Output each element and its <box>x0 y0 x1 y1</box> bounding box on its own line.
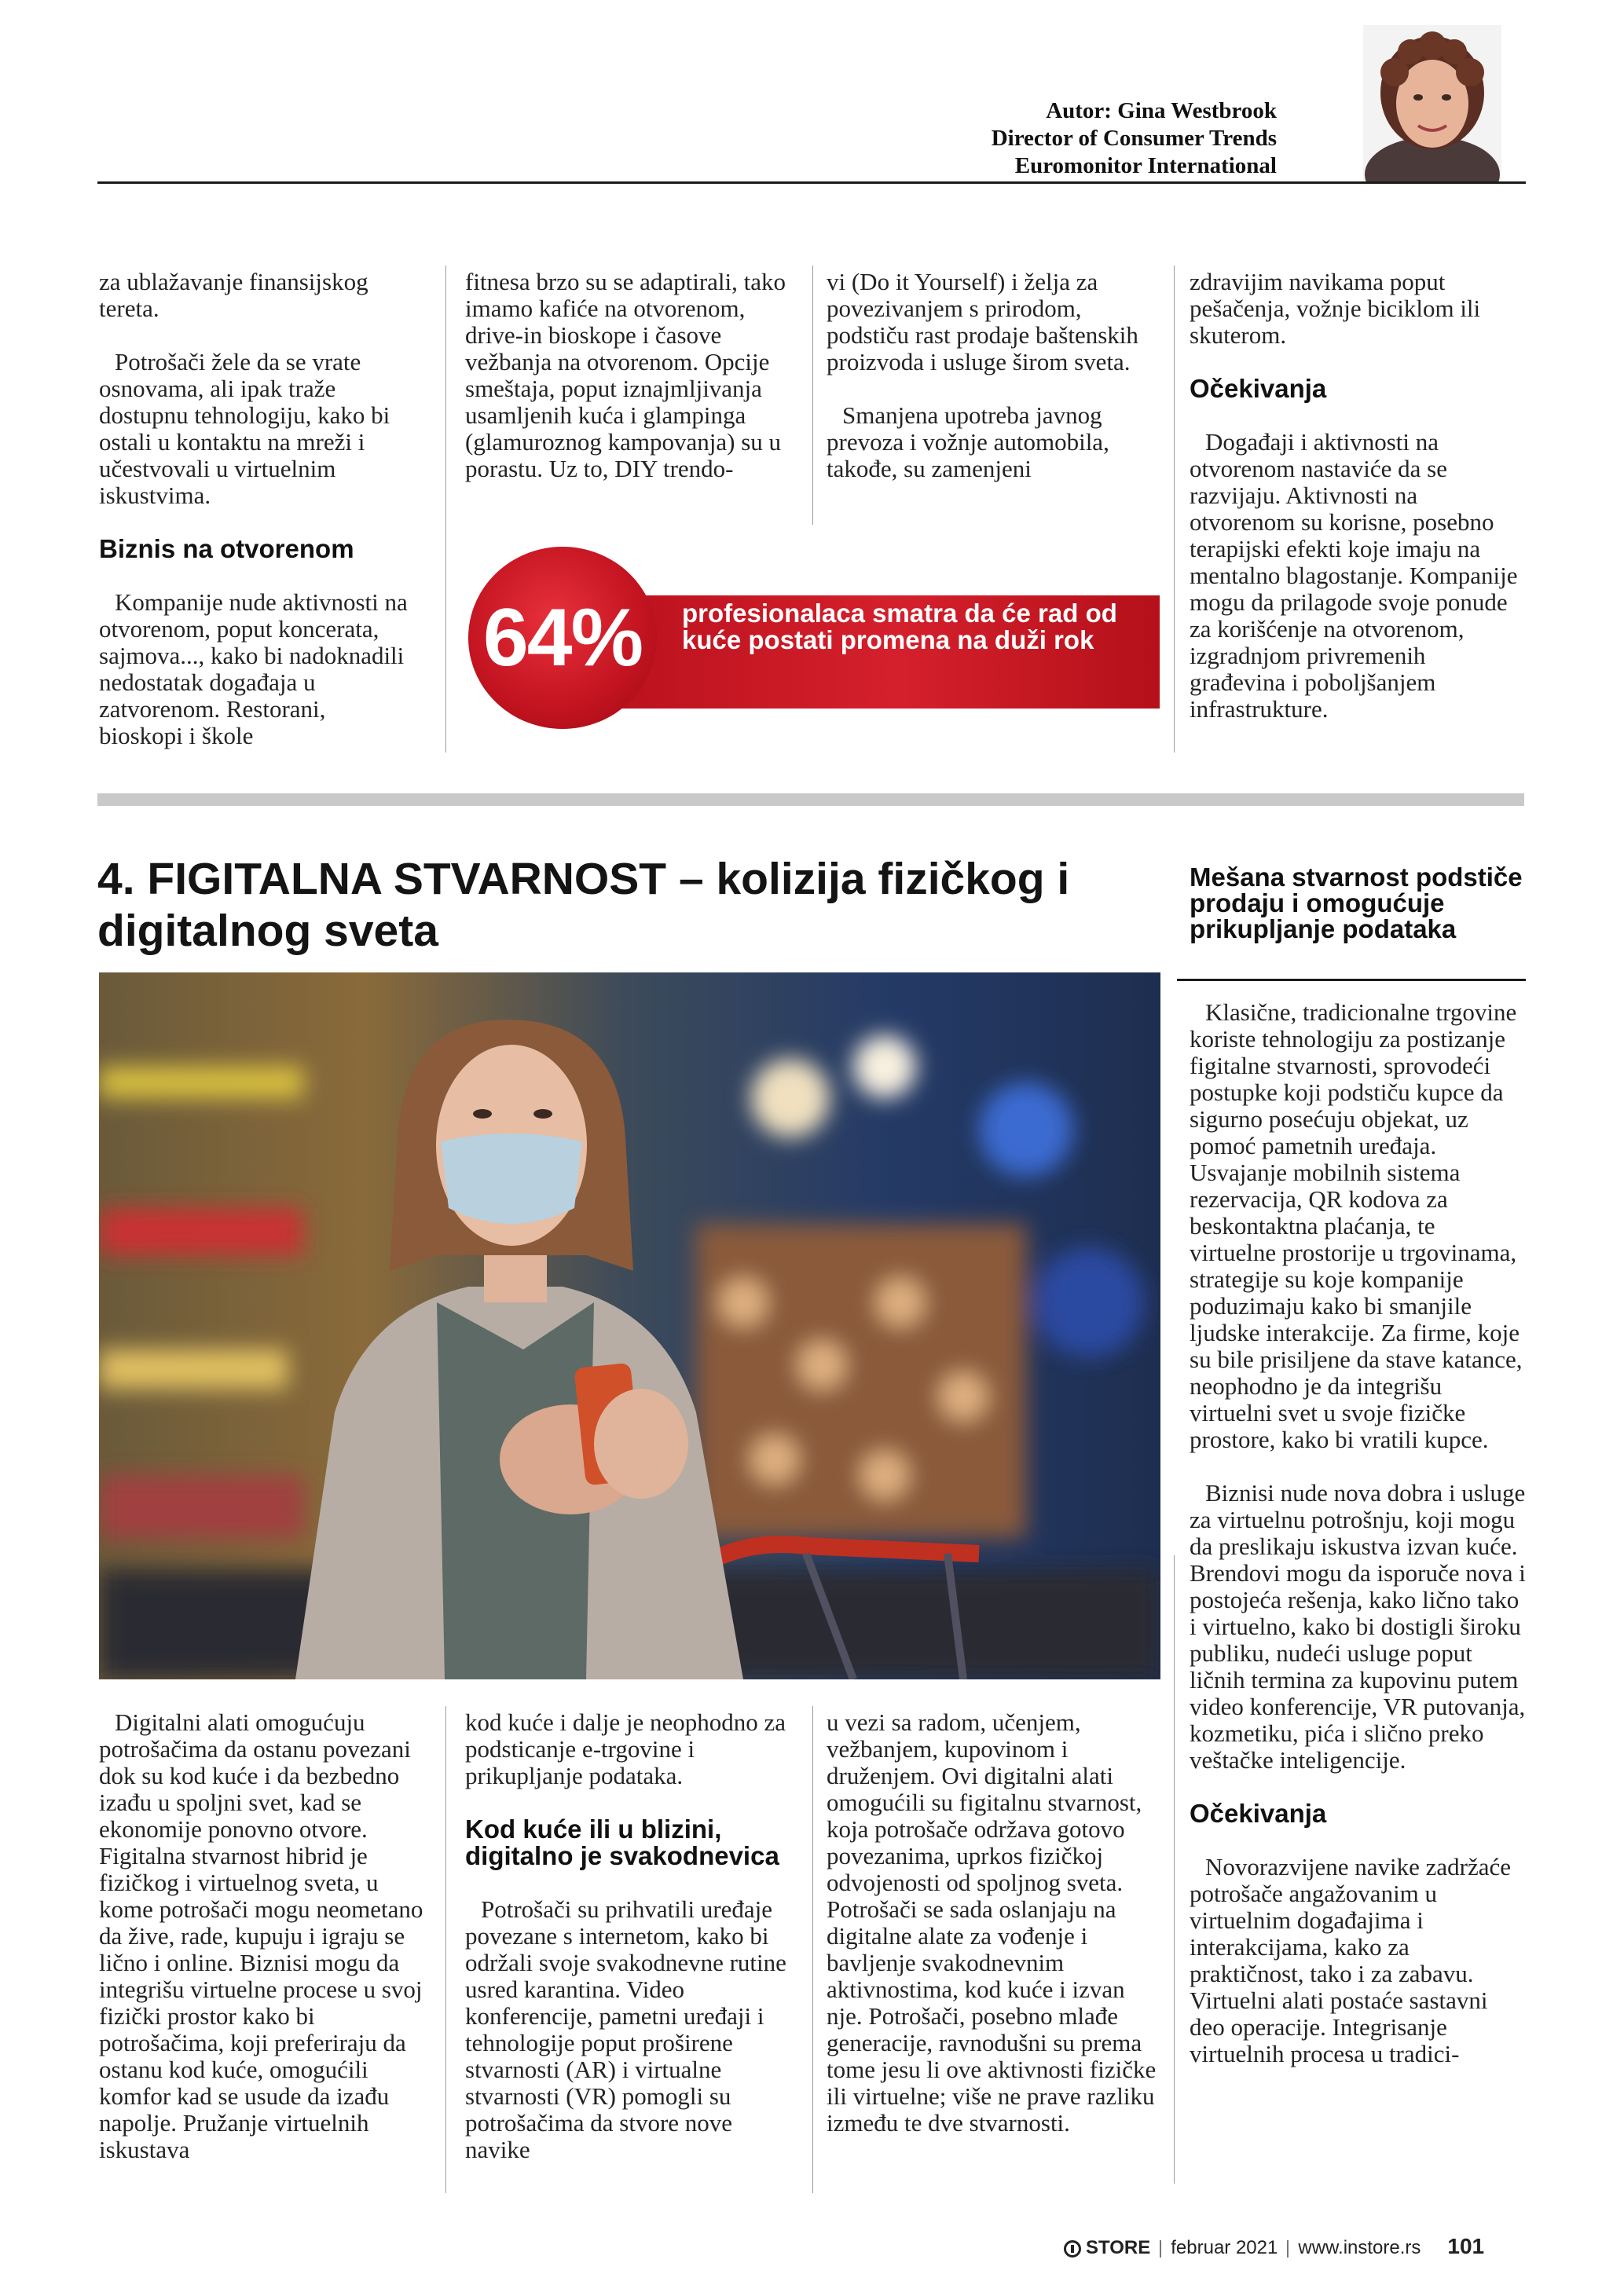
bottom-column-3 <box>827 1709 1157 2163</box>
subheading: Biznis na otvorenom <box>99 534 354 563</box>
top-column-1 <box>99 269 413 776</box>
column-divider <box>445 265 446 753</box>
section-title: 4. FIGITALNA STVARNOST – kolizija fizičkog i digitalnog sveta <box>97 854 1070 956</box>
section-separator <box>97 793 1524 806</box>
author-name: Autor: Gina Westbrook <box>1046 98 1277 123</box>
side-column <box>1190 999 1527 2094</box>
page-number: 101 <box>1447 2234 1485 2258</box>
paragraph: fitnesa brzo su se adaptirali, tako imamo kafiće na otvorenom, drive-in bioskope i časove vežbanja na otvorenom. Opcije smeštaja, poput iznajmljivanja usamljenih kuća i glampinga (glamuroznog kampovanja) su u porastu. Uz to, DIY trendo- <box>465 268 786 482</box>
author-photo <box>1363 25 1501 182</box>
top-column-2 <box>465 269 795 509</box>
paragraph: Potrošači su prihvatili uređaje povezane s internetom, kako bi održali svoje svakodnevne rutine usred karantina. Video konferencije, pametni uređaji i tehnologije poput proširene stvarnosti (AR) i virtualne stvarnosti (VR) pomogli su potrošačima da stvore nove navike <box>465 1895 786 2163</box>
footer-brand: STORE <box>1086 2237 1151 2258</box>
paragraph: Novorazvijene navike zadržaće potrošače angažovanim u virtuelnim događajima i interakcijama, kako za praktičnost, tako i za zabavu. Virtuelni alati postaće sastavni deo operacije. Integrisanje virtuelnih procesa u tradici- <box>1190 1853 1511 2067</box>
column-divider <box>445 1706 446 2193</box>
author-block <box>992 97 1277 180</box>
paragraph: Biznisi nude nova dobra i usluge za virtuelnu potrošnju, koji mogu da preslikaju iskustva izvan kuće. Brendovi mogu da isporuče nova i postojeća rešenja, kako lično tako i virtuelno, kako bi dostigli široku publiku, nudeći usluge poput ličnih termina za kupovinu putem video konferencije, VR putovanja, kozmetiku, pića i slično preko veštačke inteligencije. <box>1190 1479 1526 1774</box>
stat-value: 64% <box>482 592 643 683</box>
bottom-column-1 <box>99 1709 429 2190</box>
column-divider <box>812 1706 813 2193</box>
bottom-column-2 <box>465 1709 795 2190</box>
column-divider <box>812 265 813 525</box>
subheading: Kod kuće ili u blizini, digitalno je svakodnevica <box>465 1814 779 1870</box>
paragraph: kod kuće i dalje je neophodno za podsticanje e-trgovine i prikupljanje podataka. <box>465 1708 786 1789</box>
footer-site: www.instore.rs <box>1298 2237 1421 2258</box>
paragraph: zdravijim navikama poput pešačenja, vožnje biciklom ili skuterom. <box>1190 268 1481 349</box>
paragraph: Klasične, tradicionalne trgovine koriste tehnologiju za postizanje figitalne stvarnosti, sprovodeći postupke koji podstiču kupce da sigurno posećuju objekat, uz pomoć pametnih uređaja. Usvajanje mobilnih sistema rezervacija, QR kodova za beskontaktna plaćanja, te virtuelne prostorije u trgovinama, strategije su koje kompanije poduzimaju kako bi smanjile ljudske interakcije. Za firme, koje su bile prisiljene da stave katance, neophodno je da integrišu virtuelni svet u svoje fizičke prostore, kako bi vratili kupce. <box>1190 998 1523 1453</box>
top-column-4 <box>1190 269 1527 749</box>
paragraph: u vezi sa radom, učenjem, vežbanjem, kupovinom i druženjem. Ovi digitalni alati omogućili su figitalnu stvarnost, koja potrošače održava gotovo povezanima, uprkos fizičkoj odvojenosti od spoljnog sveta. Potrošači se sada oslanjaju na digitalne alate za vođenje i bavljenje svakodnevnim aktivnostima, kod kuće i izvan nje. Potrošači, posebno mlađe generacije, ravnodušni su prema tome jesu li ove aktivnosti fizičke ili virtuelne; više ne prave razliku između te dve stvarnosti. <box>827 1708 1157 2137</box>
page-footer <box>1064 2235 1484 2260</box>
shopper-photo <box>99 972 1160 1679</box>
side-heading-rule <box>1177 979 1526 981</box>
author-company: Euromonitor International <box>1014 153 1277 178</box>
column-divider <box>1174 1555 1175 2184</box>
paragraph: Događaji i aktivnosti na otvorenom nastaviće da se razvijaju. Aktivnosti na otvorenom su korisne, posebno terapijski efekti koje imaju na mentalno blagostanje. Kompanije mogu da prilagode svoje ponude za korišćenje na otvorenom, izgradnjom privremenih građevina i poboljšanjem infrastrukture. <box>1190 428 1518 723</box>
column-divider <box>1174 265 1175 753</box>
paragraph: Kompanije nude aktivnosti na otvorenom, poput koncerata, sajmova..., kako bi nadoknadili nedostatak događaja u zatvorenom. Restorani, bioskopi i škole <box>99 588 408 749</box>
stat-text: profesionalaca smatra da će rad od kuće postati promena na duži rok <box>682 599 1117 654</box>
paragraph: Digitalni alati omogućuju potrošačima da ostanu povezani dok su kod kuće i da bezbedno izađu u spoljni svet, kad se ekonomije ponovno otvore. Figitalna stvarnost hibrid je fizičkog i virtuelnog sveta, u kome potrošači mogu neometano da žive, rade, kupuju i igraju se lično i online. Biznisi mogu da integrišu virtuelne procese u svoj fizički prostor kako bi potrošačima, koji preferiraju da ostanu kod kuće, omogućili komfor kad se usude da izađu napolje. Pružanje virtuelnih iskustava <box>99 1708 423 2163</box>
footer-separator <box>1160 2240 1161 2258</box>
paragraph: Smanjena upotreba javnog prevoza i vožnje automobila, takođe, su zamenjeni <box>827 401 1109 482</box>
stat-banner <box>468 547 1160 729</box>
subheading: Očekivanja <box>1190 1799 1327 1828</box>
header-rule <box>97 181 1526 184</box>
footer-issue: februar 2021 <box>1171 2237 1278 2258</box>
paragraph: vi (Do it Yourself) i želja za povezivanjem s prirodom, podstiču rast prodaje baštenskih proizvoda i usluge širom sveta. <box>827 268 1138 375</box>
paragraph: Potrošači žele da se vrate osnovama, ali ipak traže dostupnu tehnologiju, kako bi ostali u kontaktu na mreži i učestvovali u virtuelnim iskustvima. <box>99 348 390 509</box>
paragraph: za ublažavanje finansijskog tereta. <box>99 268 368 322</box>
store-logo-icon <box>1064 2240 1081 2258</box>
side-heading: Mešana stvarnost podstiče prodaju i omogućuje prikupljanje podataka <box>1190 862 1523 943</box>
footer-separator <box>1287 2240 1289 2258</box>
top-column-3 <box>827 269 1157 509</box>
author-title: Director of Consumer Trends <box>991 126 1277 151</box>
subheading: Očekivanja <box>1190 374 1327 403</box>
